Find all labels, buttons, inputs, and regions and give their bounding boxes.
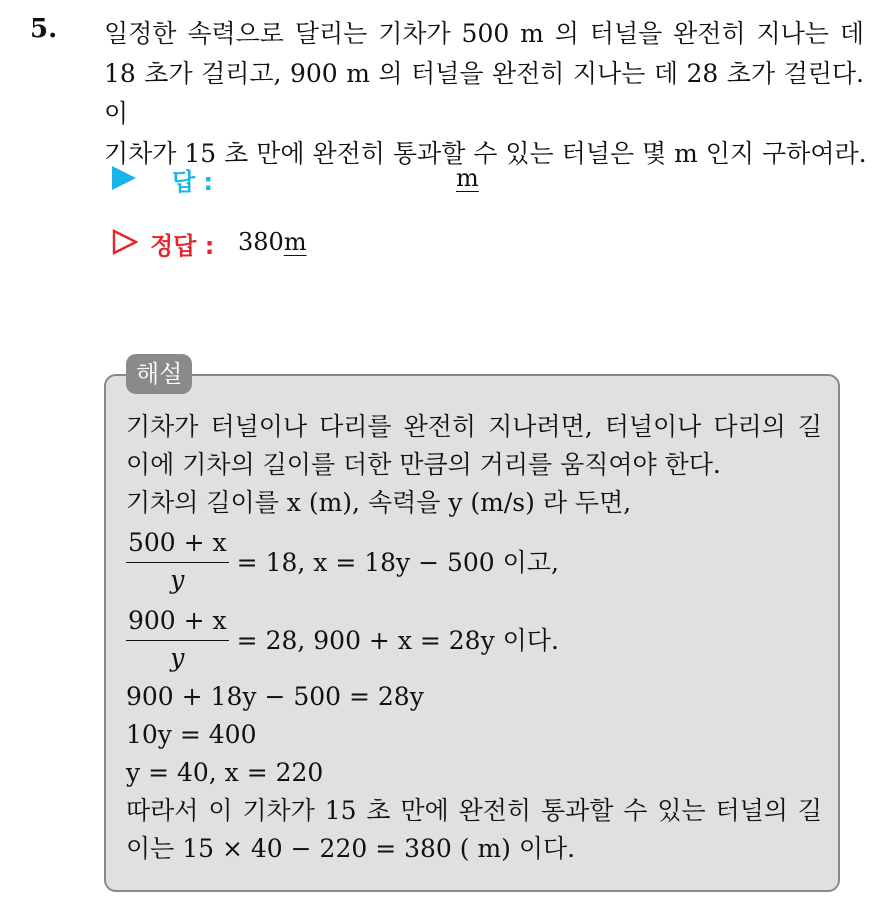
- correct-answer-number: 380: [238, 228, 284, 256]
- problem-line-1: 일정한 속력으로 달리는 기차가 500 m 의 터널을 완전히 지나는 데: [104, 19, 864, 48]
- explanation-line-7: 10y = 400: [126, 720, 257, 749]
- explanation-line-8: y = 40, x = 220: [126, 758, 324, 787]
- problem-text: [104, 14, 867, 174]
- correct-answer-label: 정답 :: [150, 232, 215, 260]
- fraction-2-numerator: 900 + x: [126, 606, 229, 641]
- play-arrow-icon: [112, 166, 136, 190]
- equation-1-rest: = 18, x = 18y − 500 이고,: [236, 548, 559, 577]
- explanation-line-2: 이에 기차의 길이를 더한 만큼의 거리를 움직여야 한다.: [126, 450, 721, 479]
- fraction-2: [126, 606, 229, 673]
- explanation-line-10: 이는 15 × 40 − 220 = 380 ( m) 이다.: [126, 834, 576, 863]
- fraction-1-denominator: y: [170, 564, 185, 594]
- equation-1: [126, 522, 822, 600]
- outline-arrow-icon: [112, 229, 138, 255]
- explanation-line-1: 기차가 터널이나 다리를 완전히 지나려면, 터널이나 다리의 길: [126, 412, 822, 441]
- answer-unit: m: [456, 164, 479, 192]
- explanation-line-9: 따라서 이 기차가 15 초 만에 완전히 통과할 수 있는 터널의 길: [126, 796, 822, 825]
- explanation-line-3: 기차의 길이를 x (m), 속력을 y (m/s) 라 두면,: [126, 488, 632, 517]
- explanation-tab: 해설: [126, 354, 192, 394]
- fraction-1: [126, 528, 229, 595]
- fraction-1-numerator: 500 + x: [126, 528, 229, 563]
- correct-answer-unit: m: [283, 228, 307, 256]
- equation-2: [126, 600, 822, 678]
- answer-label: 답 :: [172, 168, 214, 196]
- problem-line-2: 18 초가 걸리고, 900 m 의 터널을 완전히 지나는 데 28 초가 걸린다. 이: [104, 59, 864, 128]
- explanation-line-6: 900 + 18y − 500 = 28y: [126, 682, 424, 711]
- problem-number: 5.: [30, 14, 58, 44]
- correct-answer-value: [238, 228, 307, 256]
- equation-2-rest: = 28, 900 + x = 28y 이다.: [236, 626, 559, 655]
- problem-line-3: 기차가 15 초 만에 완전히 통과할 수 있는 터널은 몇 m 인지 구하여라.: [104, 139, 867, 168]
- explanation-content: [126, 408, 822, 868]
- answer-row: [112, 160, 532, 200]
- correct-answer-row: [112, 224, 532, 264]
- fraction-2-denominator: y: [170, 642, 185, 672]
